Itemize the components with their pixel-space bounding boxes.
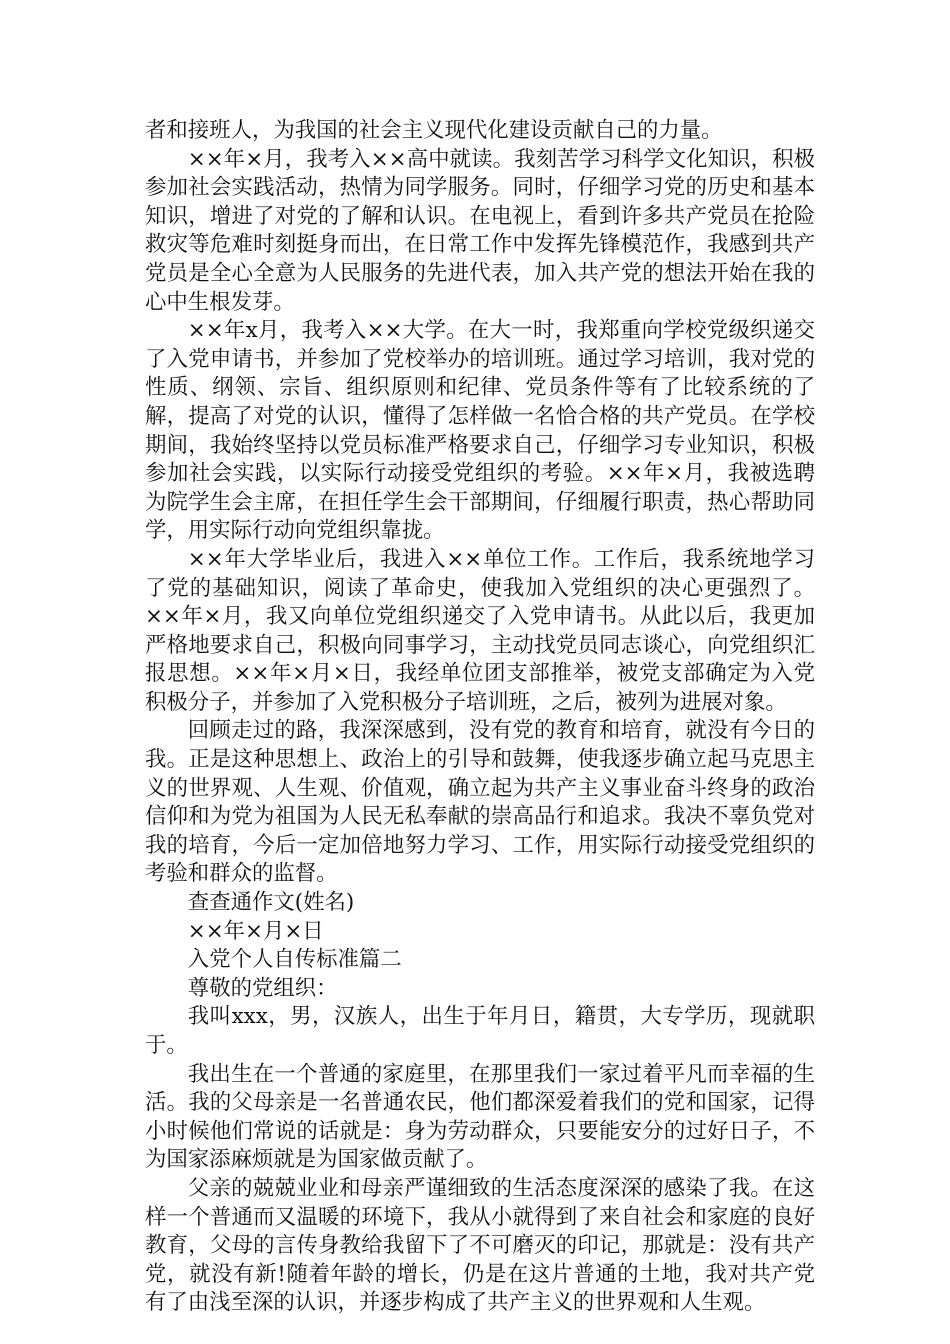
salutation: 尊敬的党组织： <box>187 975 338 1001</box>
signature-date: ××年×月×日 <box>187 918 324 944</box>
paragraph-reflection: 回顾走过的路，我深深感到，没有党的教育和培育，就没有今日的我。正是这种思想上、政治上的引导和鼓舞，使我逐步确立起马克思主义的世界观、人生观、价值观，确立起为共产主义事业奋斗终身的政治信仰和为党为祖国为人民无私奉献的崇高品行和追求。我决不辜负党对我的培育，今后一定加倍地努力学习、工作，用实际行动接受党组织的考验和群众的监督。 <box>145 718 815 887</box>
paragraph-work: ××年大学毕业后，我进入××单位工作。工作后，我系统地学习了党的基础知识，阅读了革命史，使我加入党组织的决心更强烈了。××年×月，我又向单位党组织递交了入党申请书。从此以后，我更加严格地要求自己，积极向同事学习，主动找党员同志谈心，向党组织汇报思想。××年×月×日，我经单位团支部推举，被党支部确定为入党积极分子，并参加了入党积极分子培训班，之后，被列为进展对象。 <box>145 546 815 715</box>
paragraph-introduction: 我叫xxx，男，汉族人，出生于年月日，籍贯，大专学历，现就职于。 <box>145 1004 815 1058</box>
paragraph-continuation: 者和接班人，为我国的社会主义现代化建设贡献自己的力量。 <box>145 118 723 143</box>
signature-name: 查查通作文(姓名) <box>187 890 355 916</box>
document-page <box>145 117 815 1318</box>
paragraph-upbringing: 父亲的兢兢业业和母亲严谨细致的生活态度深深的感染了我。在这样一个普通而又温暖的环境下，我从小就得到了来自社会和家庭的良好教育，父母的言传身教给我留下了不可磨灭的印记，那就是：没有共产党，就没有新!随着年龄的增长，仍是在这片普通的土地，我对共产党有了由浅至深的认识，并逐步构成了共产主义的世界观和人生观。 <box>145 1175 815 1316</box>
paragraph-university: ××年x月，我考入××大学。在大一时，我郑重向学校党级织递交了入党申请书，并参加了党校举办的培训班。通过学习培训，我对党的性质、纲领、宗旨、组织原则和纪律、党员条件等有了比较系统的了解，提高了对党的认识，懂得了怎样做一名恰合格的共产党员。在学校期间，我始终坚持以党员标准严格要求自己，仔细学习专业知识，积极参加社会实践，以实际行动接受党组织的考验。××年×月，我被选聘为院学生会主席，在担任学生会干部期间，仔细履行职责，热心帮助同学，用实际行动向党组织靠拢。 <box>145 318 815 544</box>
paragraph-high-school: ××年×月，我考入××高中就读。我刻苦学习科学文化知识，积极参加社会实践活动，热情为同学服务。同时，仔细学习党的历史和基本知识，增进了对党的了解和认识。在电视上，看到许多共产党员在抢险救灾等危难时刻挺身而出，在日常工作中发挥先锋模范作，我感到共产党员是全心全意为人民服务的先进代表，加入共产党的想法开始在我的心中生根发芽。 <box>145 146 815 315</box>
paragraph-family: 我出生在一个普通的家庭里，在那里我们一家过着平凡而幸福的生活。我的父母亲是一名普通农民，他们都深爱着我们的党和国家，记得小时候他们常说的话就是：身为劳动群众，只要能安分的过好日子，不为国家添麻烦就是为国家做贡献了。 <box>145 1061 815 1173</box>
section-heading: 入党个人自传标准篇二 <box>187 947 402 973</box>
